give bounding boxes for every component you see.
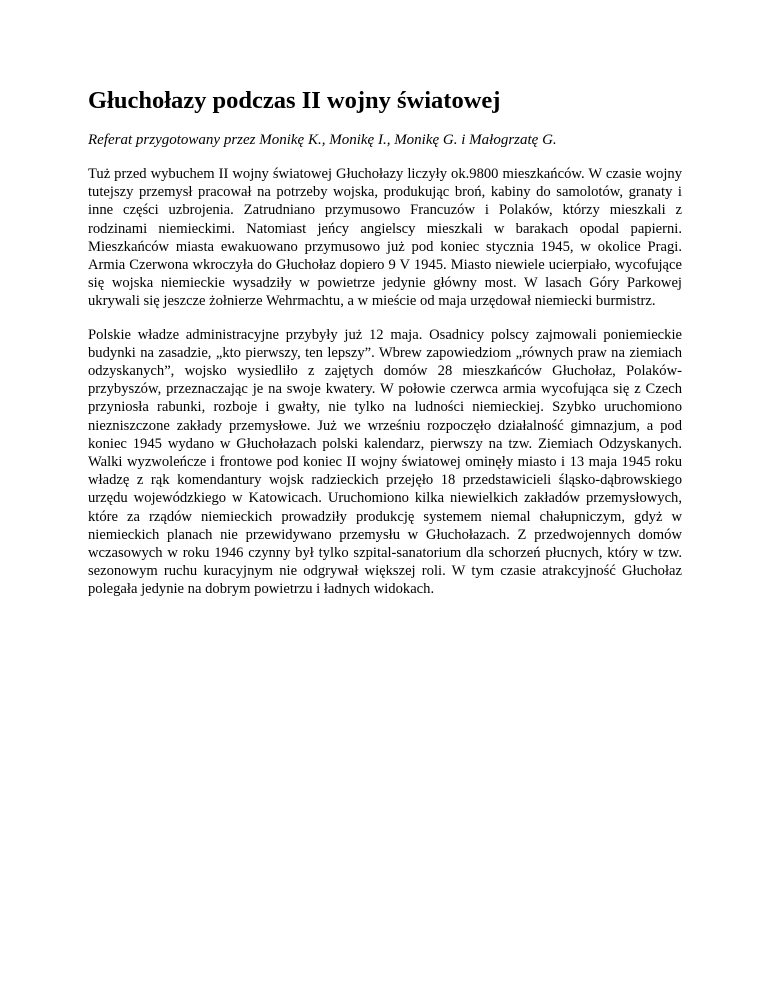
document-page xyxy=(88,86,682,614)
paragraph-1: Tuż przed wybuchem II wojny światowej Głuchołazy liczyły ok.9800 mieszkańców. W czasie wojny tutejszy przemysł pracował na potrzeby wojska, produkując broń, kabiny do samolotów, granaty i inne części uzbrojenia. Zatrudniano przymusowo Francuzów i Polaków, którzy mieszkali z rodzinami niemieckimi. Natomiast jeńcy angielscy mieszkali w barakach opodal papierni. Mieszkańców miasta ewakuowano przymusowo już pod koniec stycznia 1945, w okolice Pragi. Armia Czerwona wkroczyła do Głuchołaz dopiero 9 V 1945. Miasto niewiele ucierpiało, wycofujące się wojska niemieckie wysadziły w powietrze jedynie główny most. W lasach Góry Parkowej ukrywali się jeszcze żołnierze Wehrmachtu, a w mieście od maja urzędował niemiecki burmistrz. xyxy=(88,166,682,310)
document-subtitle: Referat przygotowany przez Monikę K., Monikę I., Monikę G. i Małogrzatę G. xyxy=(88,132,557,148)
paragraph-2: Polskie władze administracyjne przybyły już 12 maja. Osadnicy polscy zajmowali poniemieckie budynki na zasadzie, „kto pierwszy, ten lepszy”. Wbrew zapowiedziom „równych praw na ziemiach odzyskanych”, wojsko wysiedliło z zajętych domów 28 mieszkańców Głuchołaz, Polaków-przybyszów, przeznaczając je na swoje kwatery. W połowie czerwca armia wycofująca się z Czech przyniosła rabunki, rozboje i gwałty, nie tylko na ludności niemieckiej. Szybko uruchomiono niezniszczone zakłady przemysłowe. Już we wrześniu rozpoczęło działalność gimnazjum, a pod koniec 1945 wydano w Głuchołazach polski kalendarz, pierwszy na tzw. Ziemiach Odzyskanych. Walki wyzwoleńcze i frontowe pod koniec II wojny światowej ominęły miasto i 13 maja 1945 roku władzę z rąk komendantury wojsk radzieckich przejęło 18 przedstawicieli śląsko-dąbrowskiego urzędu wojewódzkiego w Katowicach. Uruchomiono kilka niewielkich zakładów przemysłowych, które za rządów niemieckich prowadziły produkcję systemem niemal chałupniczym, gdyż w niemieckich planach nie przewidywano przemysłu w Głuchołazach. Z przedwojennych domów wczasowych w roku 1946 czynny był tylko szpital-sanatorium dla schorzeń płucnych, który w tzw. sezonowym ruchu kuracyjnym nie odgrywał większej roli. W tym czasie atrakcyjność Głuchołaz polegała jedynie na dobrym powietrzu i ładnych widokach. xyxy=(88,326,682,598)
document-title: Głuchołazy podczas II wojny światowej xyxy=(88,87,501,114)
